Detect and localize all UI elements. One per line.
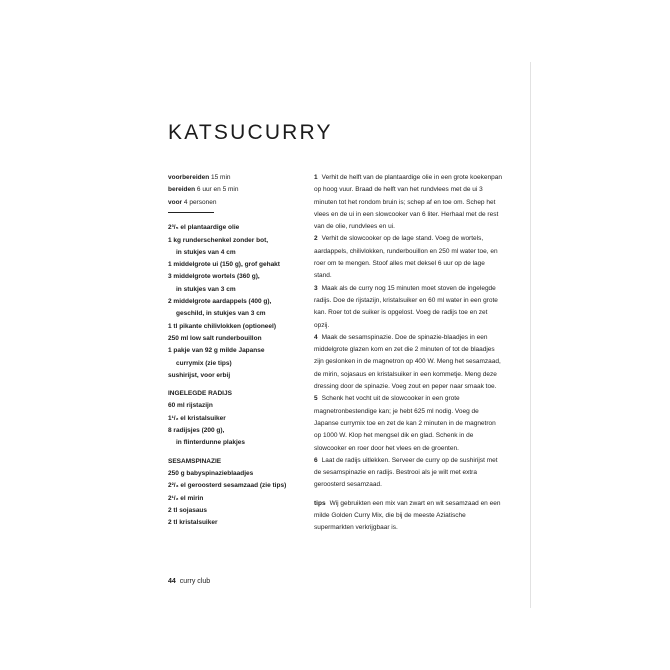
ingredient-item: 2¹/₂ el mirin [168,494,204,502]
ingredient-item: sushirijst, voor erbij [168,371,231,379]
ingredient-item: 1 tl pikante chilivlokken (optioneel) [168,322,276,330]
ingredient-list-sesamspinazie [168,468,308,529]
section-heading-sesamspinazie: SESAMSPINAZIE [168,457,222,465]
ingredient-item: 1 pakje van 92 g milde Japanse currymix (zie tips) [168,347,265,367]
meta-divider [168,212,214,213]
ingredient-item: 250 g babyspinazieblaadjes [168,469,254,477]
ingredient-item: 8 radijsjes (200 g), in flinterdunne plakjes [168,427,245,447]
ingredient-item: 1 middelgrote ui (150 g), grof gehakt [168,261,280,269]
ingredient-item: 2 tl kristalsuiker [168,519,218,527]
page-edge-line [530,62,531,608]
recipe-meta [168,172,308,209]
section-heading-radijs: INGELEGDE RADIJS [168,390,232,398]
method-step-4: 4 Maak de sesamspinazie. Doe de spinazie-blaadjes in een middelgrote glazen kom en zet die 2 minuten of tot de blaadjes zijn geslonken in de magnetron op 400 W. Meng het sesamzaad, de mirin, sojasaus en kristalsuiker in een kommetje. Meng deze dressing door de spinazie. Voeg zout en peper naar smaak toe. [314,333,501,391]
ingredient-item: 1¹/₂ el kristalsuiker [168,414,226,422]
ingredient-item: 60 ml rijstazijn [168,402,213,410]
ingredient-item: 2 middelgrote aardappels (400 g), geschild, in stukjes van 3 cm [168,298,272,318]
page-number: 44 [168,578,176,585]
method-column [314,172,504,535]
tips-note: tips Wij gebruikten een mix van zwart en wit sesamzaad en een milde Golden Curry Mix, die bij de meeste Aziatische supermarkten verkrijgbaar is. [314,499,501,532]
ingredient-list-main [168,222,308,382]
ingredient-item: 1 kg runderschenkel zonder bot, in stukjes van 4 cm [168,236,269,256]
meta-serves: voor 4 personen [168,198,217,206]
ingredient-list-radijs [168,400,308,449]
book-title: curry club [179,578,211,585]
ingredients-column [168,172,308,529]
ingredient-item: 2²/₃ el geroosterd sesamzaad (zie tips) [168,482,287,490]
recipe-title: KATSUCURRY [168,121,333,144]
method-step-1: 1 Verhit de helft van de plantaardige olie in een grote koekenpan op hoog vuur. Braad de helft van het rundvlees met de ui 3 minuten tot het rondom bruin is; schep af en toe om. Schep het vlees en de ui in een slowcooker van 6 liter. Herhaal met de rest van de olie, rundvlees en ui. [314,174,502,231]
meta-prep: voorbereiden 15 min [168,174,231,181]
ingredient-item: 3 middelgrote wortels (360 g), in stukjes van 3 cm [168,273,260,293]
page-footer [168,578,210,585]
method-step-5: 5 Schenk het vocht uit de slowcooker in een grote magnetronbestendige kan; je hebt 625 ml nodig. Voeg de Japanse currymix toe en zet de kan 2 minuten in de magnetron op 1000 W. Klop het mengsel dik en glad. Schenk in de slowcooker en roer door het vlees en de groenten. [314,395,496,452]
meta-cook: bereiden 6 uur en 5 min [168,186,239,194]
ingredient-item: 250 ml low salt runderbouillon [168,334,262,342]
ingredient-item: 2³/₅ el plantaardige olie [168,224,240,232]
method-step-6: 6 Laat de radijs uitlekken. Serveer de curry op de sushirijst met de sesamspinazie en radijs. Bestrooi als je wilt met extra geroosterd sesamzaad. [314,456,498,489]
ingredient-item: 2 tl sojasaus [168,506,208,514]
method-step-3: 3 Maak als de curry nog 15 minuten moet stoven de ingelegde radijs. Doe de rijstazijn, kristalsuiker en 60 ml water in een grote kan. Roer tot de suiker is opgelost. Voeg de radijs toe en zet opzij. [314,284,498,329]
method-step-2: 2 Verhit de slowcooker op de lage stand. Voeg de wortels, aardappels, chilivlokken, runderbouillon en 250 ml water toe, en roer om te mengen. Stoof alles met deksel 6 uur op de lage stand. [314,235,498,280]
